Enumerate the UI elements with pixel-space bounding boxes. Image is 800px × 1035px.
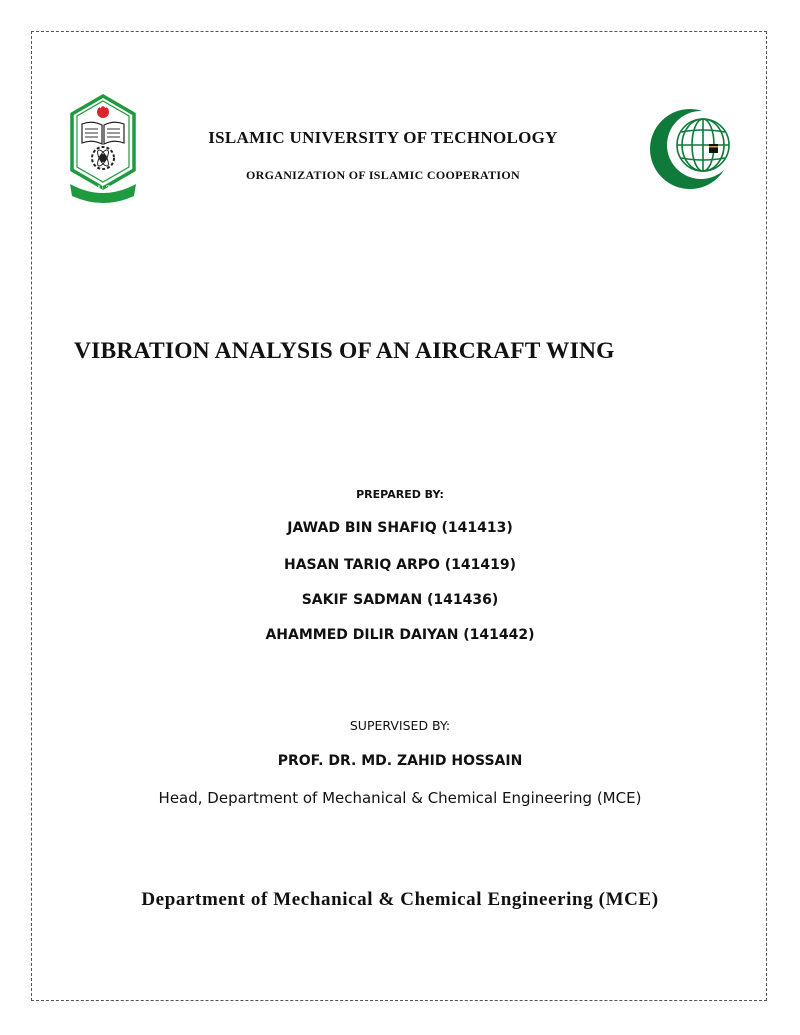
author-name: HASAN TARIQ ARPO (141419)	[283, 557, 517, 573]
oic-logo-icon	[648, 104, 744, 202]
prepared-by-label: PREPARED BY:	[356, 488, 444, 501]
iut-logo-icon	[66, 92, 140, 204]
author-name: JAWAD BIN SHAFIQ (141413)	[287, 520, 513, 536]
department-name: Department of Mechanical & Chemical Engineering (MCE)	[141, 889, 659, 910]
supervised-by-label: SUPERVISED BY:	[349, 718, 451, 733]
author-name: SAKIF SADMAN (141436)	[301, 592, 499, 608]
supervisor-name: PROF. DR. MD. ZAHID HOSSAIN	[277, 753, 523, 769]
supervisor-role: Head, Department of Mechanical & Chemical Engineering (MCE)	[158, 789, 642, 807]
iut-logo-lettering: IUT	[91, 184, 115, 193]
author-name: AHAMMED DILIR DAIYAN (141442)	[265, 627, 535, 643]
organization-name: ORGANIZATION OF ISLAMIC COOPERATION	[246, 168, 520, 182]
report-title: VIBRATION ANALYSIS OF AN AIRCRAFT WING	[74, 338, 615, 364]
university-name: ISLAMIC UNIVERSITY OF TECHNOLOGY	[208, 128, 558, 147]
